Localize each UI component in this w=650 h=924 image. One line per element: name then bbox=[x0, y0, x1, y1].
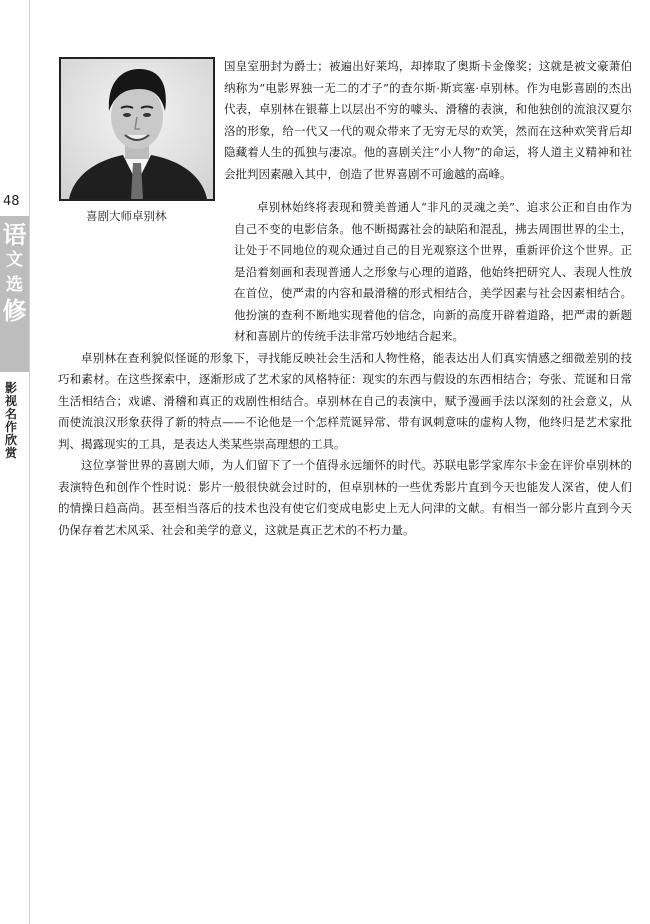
tab-char-2: 文 bbox=[6, 250, 23, 270]
paragraph-3: 卓别林在查利貌似怪诞的形象下，寻找能反映社会生活和人物性格，能表达出人们真实情感之细微差别的技巧和素材。在这些探索中，逐渐形成了艺术家的风格特征：现实的东西与假设的东西相结合；夸张、荒诞和日常生活相结合；戏谑、滑稽和真正的戏剧性相结合。卓别林在自己的表演中，赋予漫画手法以深刻的社会意义，从而使流浪汉形象获得了新的特点——不论他是一个怎样荒诞异常、带有讽刺意味的虚构人物，他终归是艺术家批判、揭露现实的工具，是表达人类某些崇高理想的工具。 bbox=[58, 350, 632, 451]
section-label-vertical: 影视名作欣赏 bbox=[5, 381, 18, 460]
portrait-illustration bbox=[61, 59, 213, 199]
page-number: 48 bbox=[3, 194, 20, 209]
tab-char-4: 修 bbox=[2, 297, 27, 325]
paragraph-4: 这位享誉世界的喜剧大师，为人们留下了一个值得永远缅怀的时代。苏联电影学家库尔卡金在评价卓别林的表演特色和创作个性时说：影片一般很快就会过时的，但卓别林的一些优秀影片直到今天也能发人深省，使人们的情操日趋高尚。甚至相当落后的技术也没有使它们变成电影史上无人问津的文献。有相当一部分影片直到今天仍保存着艺术风采、社会和美学的意义，这就是真正艺术的不朽力量。 bbox=[58, 458, 632, 537]
portrait-photo bbox=[59, 57, 215, 201]
paragraph-2 bbox=[58, 197, 632, 348]
paragraph-2-text: 卓别林始终将表现和赞美普通人“非凡的灵魂之美”、追求公正和自由作为自己不变的电影信条。他不断揭露社会的缺陷和混乱，拂去周围世界的尘土，让处于不同地位的观众通过自己的目光观察这个世界，重新评价这个世界。正是沿着刻画和表现普通人之形象与心理的道路，他始终把研究人、表现人性放在首位，使严肃的内容和最滑稽的形式相结合，美学因素与社会因素相结合。他扮演的查利不断地实现着他的信念，向新的高度开辟着道路，把严肃的新题材和喜剧片的传统手法非常巧妙地结合起来。 bbox=[234, 200, 632, 343]
text-column-beside-photo bbox=[224, 56, 632, 185]
paragraph-1: 国皇室册封为爵士；被遍出好莱坞，却捧取了奥斯卡金像奖；这就是被文豪萧伯纳称为“电影界独一无二的才子”的查尔斯·斯宾塞·卓别林。作为电影喜剧的杰出代表，卓别林在银幕上以层出不穷的噱头、滑稽的表演，和他独创的流浪汉夏尔洛的形象，给一代又一代的观众带来了无穷无尽的欢笑，然而在这种欢笑背后却隐藏着人生的孤独与凄凉。他的喜剧关注“小人物”的命运，将人道主义精神和社会批判因素融入其中，创造了世界喜剧不可逾越的高峰。 bbox=[224, 59, 632, 181]
photo-caption: 喜剧大师卓别林 bbox=[86, 209, 167, 223]
tab-char-3: 选 bbox=[6, 275, 23, 295]
sidebar-tab bbox=[0, 216, 29, 372]
tab-char-1: 语 bbox=[2, 221, 27, 249]
main-text-column bbox=[58, 197, 632, 541]
margin-rule bbox=[29, 0, 30, 924]
